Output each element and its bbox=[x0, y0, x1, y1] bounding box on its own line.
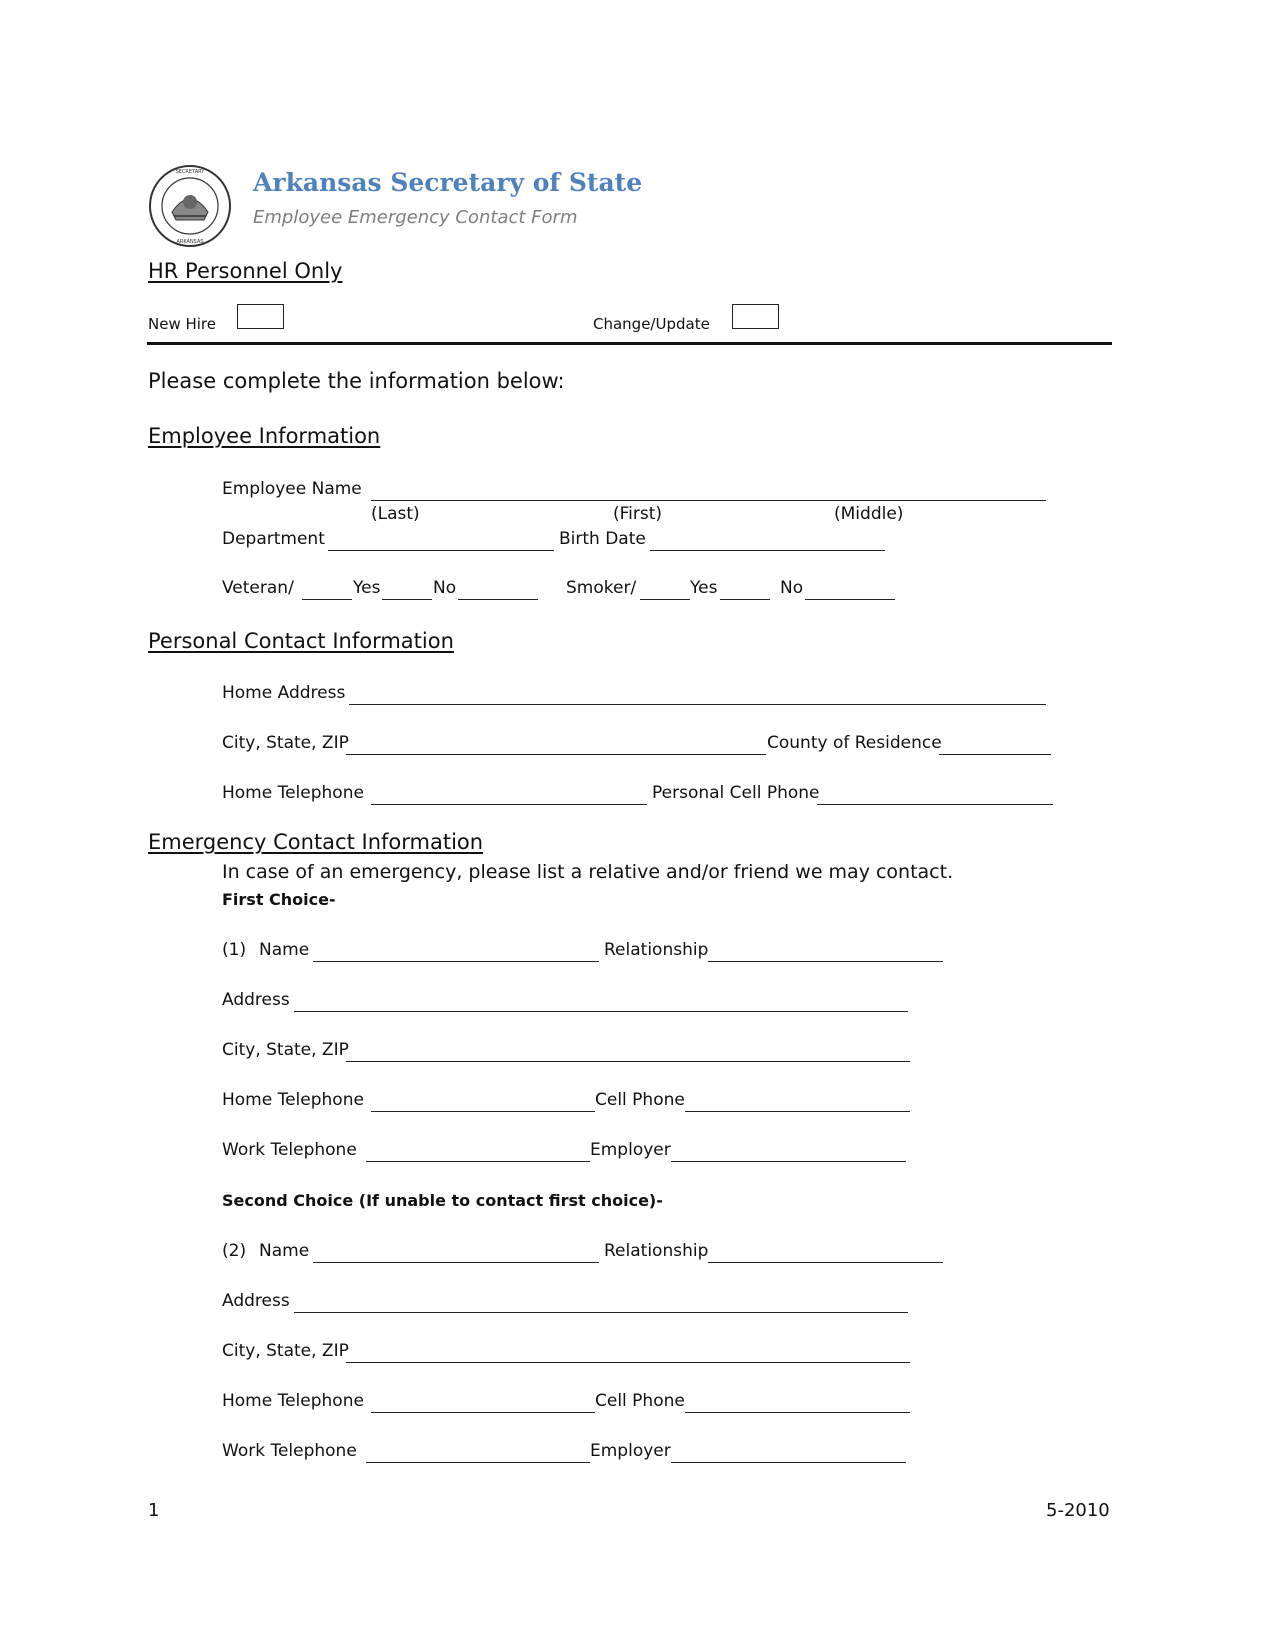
first-city-state-zip-field[interactable] bbox=[346, 1061, 910, 1062]
birth-date-field[interactable] bbox=[650, 550, 885, 551]
last-name-hint: (Last) bbox=[371, 504, 420, 524]
county-label: County of Residence bbox=[767, 733, 942, 753]
middle-name-hint: (Middle) bbox=[834, 504, 904, 524]
first-relationship-label: Relationship bbox=[604, 940, 709, 960]
new-hire-label: New Hire bbox=[148, 315, 216, 333]
svg-text:SECRETARY: SECRETARY bbox=[175, 169, 205, 175]
svg-text:ARKANSAS: ARKANSAS bbox=[176, 239, 204, 245]
first-city-state-zip-label: City, State, ZIP bbox=[222, 1040, 349, 1060]
first-cell-phone-field[interactable] bbox=[685, 1111, 910, 1112]
veteran-yes-blank[interactable] bbox=[302, 599, 352, 600]
second-cell-phone-label: Cell Phone bbox=[595, 1391, 685, 1411]
department-label: Department bbox=[222, 529, 325, 549]
change-update-label: Change/Update bbox=[593, 315, 710, 333]
smoker-no-blank[interactable] bbox=[720, 599, 770, 600]
first-relationship-field[interactable] bbox=[708, 961, 943, 962]
home-address-label: Home Address bbox=[222, 683, 346, 703]
home-telephone-field[interactable] bbox=[371, 804, 647, 805]
second-address-label: Address bbox=[222, 1291, 290, 1311]
org-name: Arkansas Secretary of State bbox=[253, 168, 643, 197]
second-name-label: Name bbox=[259, 1241, 310, 1261]
second-employer-field[interactable] bbox=[671, 1462, 906, 1463]
first-address-field[interactable] bbox=[294, 1011, 908, 1012]
second-work-telephone-field[interactable] bbox=[366, 1462, 590, 1463]
first-employer-label: Employer bbox=[590, 1140, 671, 1160]
hr-heading: HR Personnel Only bbox=[148, 259, 343, 283]
city-state-zip-label: City, State, ZIP bbox=[222, 733, 349, 753]
form-title: Employee Emergency Contact Form bbox=[253, 207, 578, 228]
first-choice-title: First Choice- bbox=[222, 890, 336, 909]
first-cell-phone-label: Cell Phone bbox=[595, 1090, 685, 1110]
second-choice-number: (2) bbox=[222, 1241, 247, 1261]
home-telephone-label: Home Telephone bbox=[222, 783, 364, 803]
veteran-trailing-line bbox=[458, 599, 538, 600]
smoker-no-label: No bbox=[780, 578, 804, 598]
first-home-telephone-label: Home Telephone bbox=[222, 1090, 364, 1110]
first-employer-field[interactable] bbox=[671, 1161, 906, 1162]
second-relationship-field[interactable] bbox=[708, 1262, 943, 1263]
first-address-label: Address bbox=[222, 990, 290, 1010]
first-choice-number: (1) bbox=[222, 940, 247, 960]
smoker-trailing-line bbox=[805, 599, 895, 600]
second-city-state-zip-field[interactable] bbox=[346, 1362, 910, 1363]
employee-name-field[interactable] bbox=[371, 500, 1046, 501]
employee-name-label: Employee Name bbox=[222, 479, 362, 499]
second-work-telephone-label: Work Telephone bbox=[222, 1441, 357, 1461]
emergency-heading: Emergency Contact Information bbox=[148, 830, 484, 854]
second-address-field[interactable] bbox=[294, 1312, 908, 1313]
veteran-no-blank[interactable] bbox=[382, 599, 432, 600]
first-name-hint: (First) bbox=[613, 504, 663, 524]
personal-heading: Personal Contact Information bbox=[148, 629, 454, 653]
city-state-zip-field[interactable] bbox=[346, 754, 766, 755]
second-name-field[interactable] bbox=[313, 1262, 599, 1263]
employee-heading: Employee Information bbox=[148, 424, 381, 448]
second-relationship-label: Relationship bbox=[604, 1241, 709, 1261]
first-work-telephone-field[interactable] bbox=[366, 1161, 590, 1162]
home-address-field[interactable] bbox=[349, 704, 1046, 705]
change-update-checkbox[interactable] bbox=[732, 304, 779, 329]
page-number: 1 bbox=[148, 1500, 160, 1521]
new-hire-checkbox[interactable] bbox=[237, 304, 284, 329]
veteran-no-label: No bbox=[433, 578, 457, 598]
second-home-telephone-label: Home Telephone bbox=[222, 1391, 364, 1411]
first-work-telephone-label: Work Telephone bbox=[222, 1140, 357, 1160]
revision-date: 5-2010 bbox=[1046, 1500, 1110, 1521]
emergency-instructions: In case of an emergency, please list a relative and/or friend we may contact. bbox=[222, 861, 954, 883]
second-choice-title: Second Choice (If unable to contact first choice)- bbox=[222, 1191, 663, 1210]
veteran-yes-label: Yes bbox=[353, 578, 381, 598]
first-name-label: Name bbox=[259, 940, 310, 960]
personal-cell-label: Personal Cell Phone bbox=[652, 783, 820, 803]
state-seal bbox=[148, 164, 232, 248]
second-cell-phone-field[interactable] bbox=[685, 1412, 910, 1413]
second-city-state-zip-label: City, State, ZIP bbox=[222, 1341, 349, 1361]
veteran-label: Veteran/ bbox=[222, 578, 294, 598]
first-name-field[interactable] bbox=[313, 961, 599, 962]
second-employer-label: Employer bbox=[590, 1441, 671, 1461]
birth-date-label: Birth Date bbox=[559, 529, 646, 549]
first-home-telephone-field[interactable] bbox=[371, 1111, 595, 1112]
smoker-label: Smoker/ bbox=[566, 578, 637, 598]
section-divider bbox=[147, 342, 1112, 345]
intro-text: Please complete the information below: bbox=[148, 369, 565, 393]
smoker-yes-blank[interactable] bbox=[640, 599, 690, 600]
county-field[interactable] bbox=[939, 754, 1051, 755]
second-home-telephone-field[interactable] bbox=[371, 1412, 595, 1413]
department-field[interactable] bbox=[328, 550, 554, 551]
smoker-yes-label: Yes bbox=[690, 578, 718, 598]
personal-cell-field[interactable] bbox=[817, 804, 1053, 805]
